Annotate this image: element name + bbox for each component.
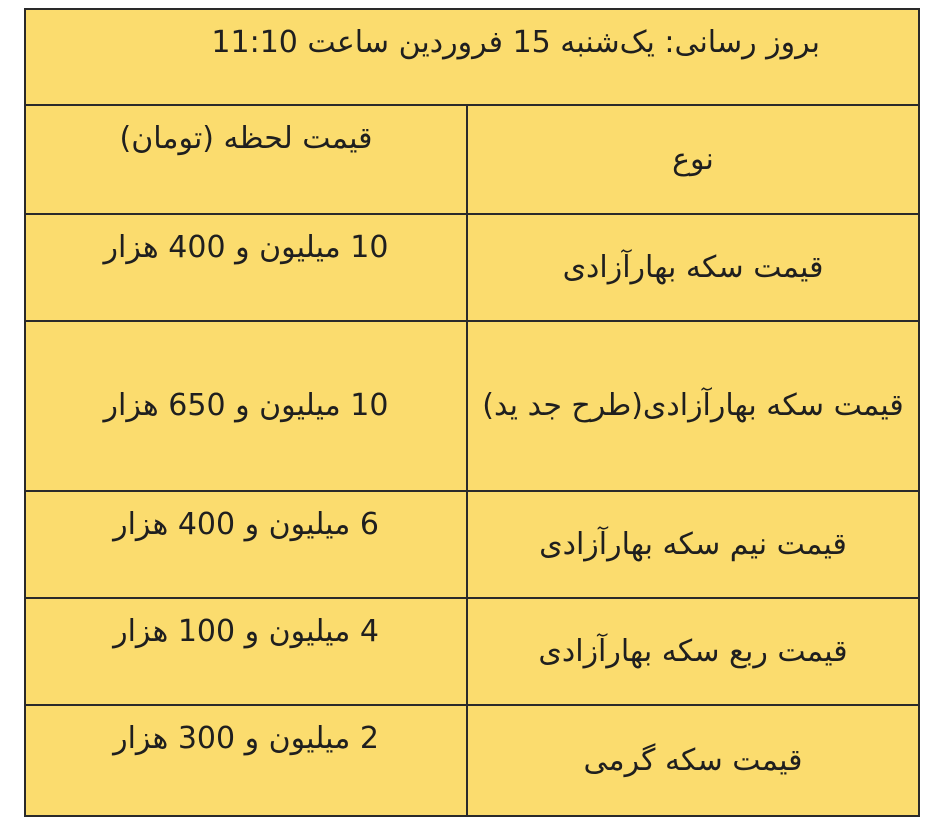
- coin-price-cell: 10 میلیون و 650 هزار: [26, 321, 467, 491]
- coin-type-cell: قیمت سکه گرمی: [467, 705, 918, 815]
- update-header: [26, 10, 918, 106]
- table-header-row: [26, 106, 918, 214]
- coin-type-cell: قیمت نیم سکه بهارآزادی: [467, 491, 918, 598]
- table-row: [26, 321, 918, 491]
- coin-price-cell: 4 میلیون و 100 هزار: [26, 598, 467, 705]
- update-timestamp: بروز رسانی: یک‌شنبه 15 فروردین ساعت 11:10: [211, 25, 820, 60]
- price-sheet: [24, 8, 920, 817]
- table-row: [26, 214, 918, 321]
- table-row: [26, 705, 918, 815]
- coin-price-cell: 10 میلیون و 400 هزار: [26, 214, 467, 321]
- coin-price-cell: 6 میلیون و 400 هزار: [26, 491, 467, 598]
- coin-type-cell: قیمت سکه بهارآزادی: [467, 214, 918, 321]
- column-header-type: نوع: [467, 106, 918, 214]
- coin-type-cell: قیمت ربع سکه بهارآزادی: [467, 598, 918, 705]
- table-row: [26, 491, 918, 598]
- coin-price-cell: 2 میلیون و 300 هزار: [26, 705, 467, 815]
- column-header-price: قیمت لحظه (تومان): [26, 106, 467, 214]
- coin-type-cell: قیمت سکه بهارآزادی(طرح جد ید): [467, 321, 918, 491]
- coin-price-table: [26, 106, 918, 815]
- table-row: [26, 598, 918, 705]
